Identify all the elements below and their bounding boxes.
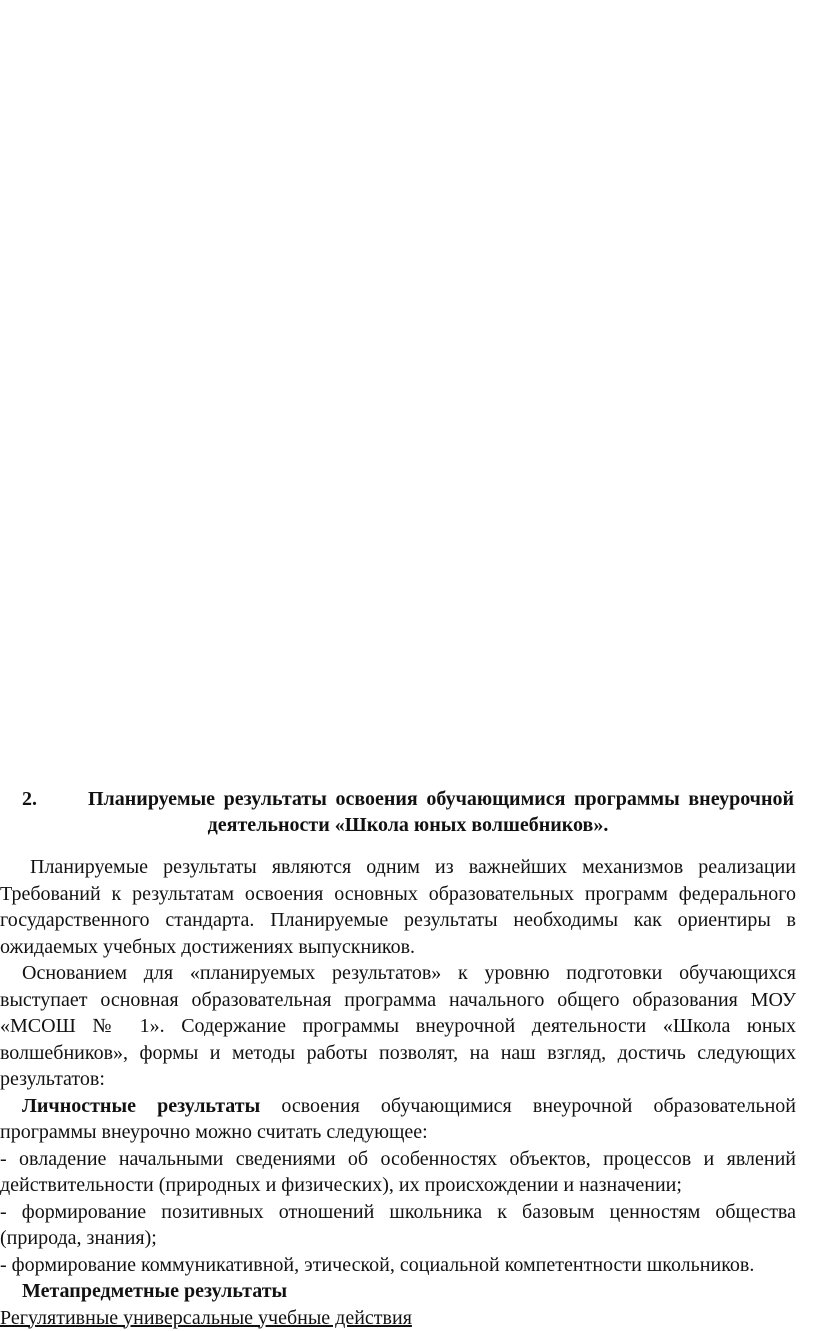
paragraph-line: выступает основная образовательная программа начального общего образования МОУ [0,987,796,1014]
personal-results-text: освоения обучающимися внеурочной образовательной [260,1095,796,1117]
personal-results-label: Личностные результаты [22,1095,260,1117]
list-item: - формирование коммуникативной, этической, социальной компетентности школьников. [0,1252,796,1279]
paragraph-line: ожидаемых учебных достижениях выпускников. [0,934,796,961]
paragraph-line: волшебников», формы и методы работы позволят, на наш взгляд, достичь следующих [0,1040,796,1067]
section-title-line-2: деятельности «Школа юных волшебников». [22,812,794,838]
paragraph-line: Планируемые результаты являются одним из важнейших механизмов реализации [0,854,796,881]
paragraph-line: Основанием для «планируемых результатов» к уровню подготовки обучающихся [0,960,796,987]
paragraph-line: «МСОШ № 1». Содержание программы внеурочной деятельности «Школа юных [0,1013,796,1040]
body-text [0,854,796,1331]
paragraph-line: Требований к результатам освоения основных образовательных программ федерального [0,881,796,908]
list-item-continuation: (природа, знания); [0,1225,796,1252]
section-title-line-1: Планируемые результаты освоения обучающимися программы внеурочной [88,786,794,812]
list-item-continuation: действительности (природных и физических), их происхождении и назначении; [0,1172,796,1199]
list-item: - овладение начальными сведениями об особенностях объектов, процессов и явлений [0,1146,796,1173]
paragraph-line: государственного стандарта. Планируемые результаты необходимы как ориентиры в [0,907,796,934]
paragraph-line [0,1093,796,1120]
regulatory-actions-subheading: Регулятивные универсальные учебные действия [0,1305,796,1331]
paragraph-line: результатов: [0,1066,796,1093]
metasubject-results-heading: Метапредметные результаты [0,1278,796,1305]
paragraph-line: программы внеурочно можно считать следующее: [0,1119,796,1146]
list-item: - формирование позитивных отношений школьника к базовым ценностям общества [0,1199,796,1226]
section-number: 2. [22,786,37,812]
